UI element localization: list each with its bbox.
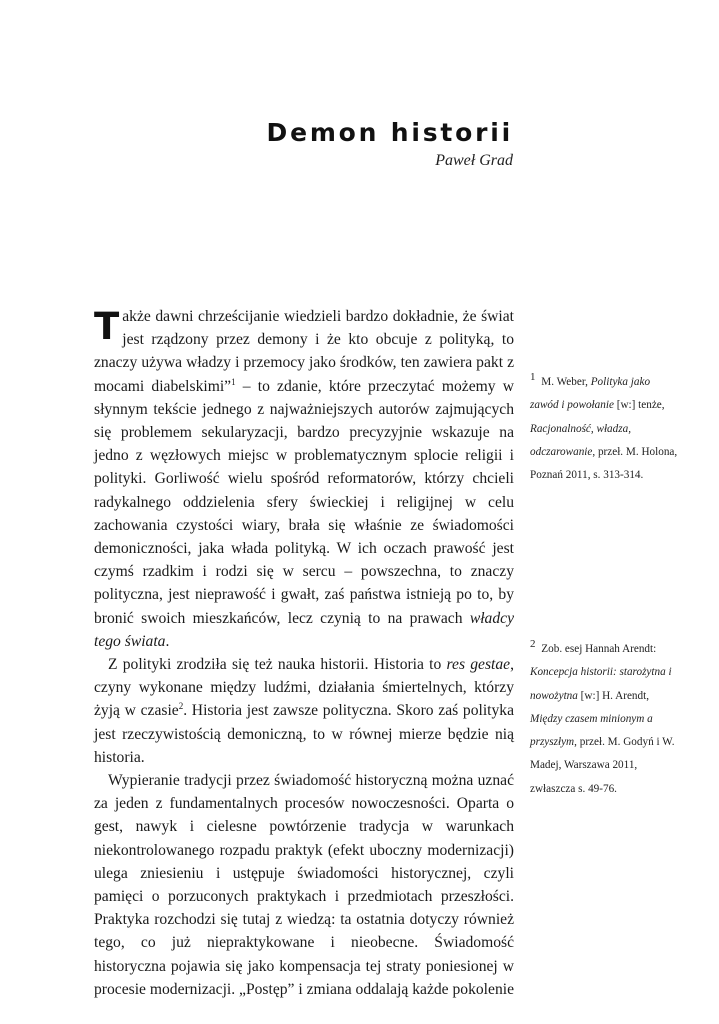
footnote-text: M. Weber,	[538, 376, 591, 388]
article-body	[94, 305, 514, 1001]
footnote-text: , przeł. M. Holona, Poznań 2011, s. 313-314.	[530, 445, 678, 482]
footnote-title: Między czasem minionym a przyszłym	[530, 712, 653, 749]
footnote-title: Koncepcja historii: starożytna i nowożytna	[530, 666, 672, 702]
footnote-title: Racjonalność, władza, odczarowanie	[530, 422, 631, 458]
paragraph-2	[94, 653, 514, 769]
footnote-text: [w:] tenże,	[613, 399, 665, 412]
footnote-ref-2[interactable]: 2	[178, 701, 184, 712]
footnote-title: Polityka jako zawód i powołanie	[530, 376, 651, 412]
drop-cap: T	[94, 305, 120, 348]
footnote-number: 1	[530, 371, 536, 384]
footnote-text: , przeł. M. Godyń i W. Madej, Warszawa 2011, zwłaszcza s. 49-76.	[530, 736, 675, 795]
paragraph-text: Z polityki zrodziła się też nauka historii. Historia to	[108, 656, 447, 674]
paragraph-text: akże dawni chrześcijanie wiedzieli bardzo dokładnie, że świat jest rządzony przez demony i że kto obcuje z polityką, to znaczy używa władzy i przemocy jako środków, ten zawiera pakt z mocami diabelskimi”	[94, 308, 514, 395]
paragraph-text: Wypieranie tradycji przez świadomość historyczną można uznać za jeden z fundamentalnych procesów nowoczesności. Oparta o gest, nawyk i cielesne powtórzenie tradycja w warunkach niekontrolowanego rozpadu praktyk (efekt uboczny modernizacji) ulega zniesieniu i ustępuje świadomości historycznej, czyli pamięci o porzuconych praktykach i przedmiotach przeszłości. Praktyka rozchodzi się tutaj z wiedzą: ta ostatnia dotyczy również tego, co już niepraktykowane i nieobecne. Świadomość historyczna pojawia się jako kompensacja tej straty poniesionej w procesie modernizacji. „Postęp” i zmiana oddalają każde pokolenie	[94, 772, 514, 998]
footnote-number: 2	[530, 638, 536, 651]
article-author: Paweł Grad	[435, 152, 513, 169]
paragraph-text: , czyny wykonane między ludźmi, działania śmiertelnych, którzy żyją w czasie	[94, 656, 515, 720]
footnote-text: Zob. esej Hannah Arendt:	[538, 643, 657, 655]
article-title: Demon historii	[266, 118, 513, 147]
paragraph-1	[94, 305, 514, 653]
paragraph-3	[94, 769, 514, 1001]
emphasis-text: res gestae	[446, 656, 511, 674]
footnote-1	[530, 371, 680, 487]
paragraph-text: . Historia jest zawsze polityczna. Skoro zaś polityka jest rzeczywistością demoniczną, to w równej mierze będzie nią historia.	[94, 702, 514, 766]
emphasis-text: władcy tego świata	[94, 609, 514, 650]
footnote-2	[530, 638, 680, 801]
paragraph-text: .	[165, 632, 170, 650]
footnote-text: [w:] H. Arendt,	[577, 689, 650, 702]
paragraph-text: – to zdanie, które przeczytać możemy w słynnym tekście jednego z najważniejszych autorów zajmujących się problemem sekularyzacji, bardzo precyzyjnie wskazuje na jedno z węzłowych miejsc w problematycznym splocie religii i polityki. Gorliwość wielu spośród reformatorów, którzy chcieli radykalnego oddzielenia sfery świeckiej i religijnej w celu zachowania czystości wiary, brała się właśnie ze świadomości demoniczności, jaka włada polityką. W ich oczach prawość jest czymś rzadkim i rodzi się w sercu – powszechna, to znaczy polityczna, jest nieprawość i gwałt, zaś państwa istnieją po to, by bronić swoich mieszkańców, lecz czynią to na prawach	[94, 377, 514, 627]
footnote-ref-1[interactable]: 1	[231, 376, 236, 387]
